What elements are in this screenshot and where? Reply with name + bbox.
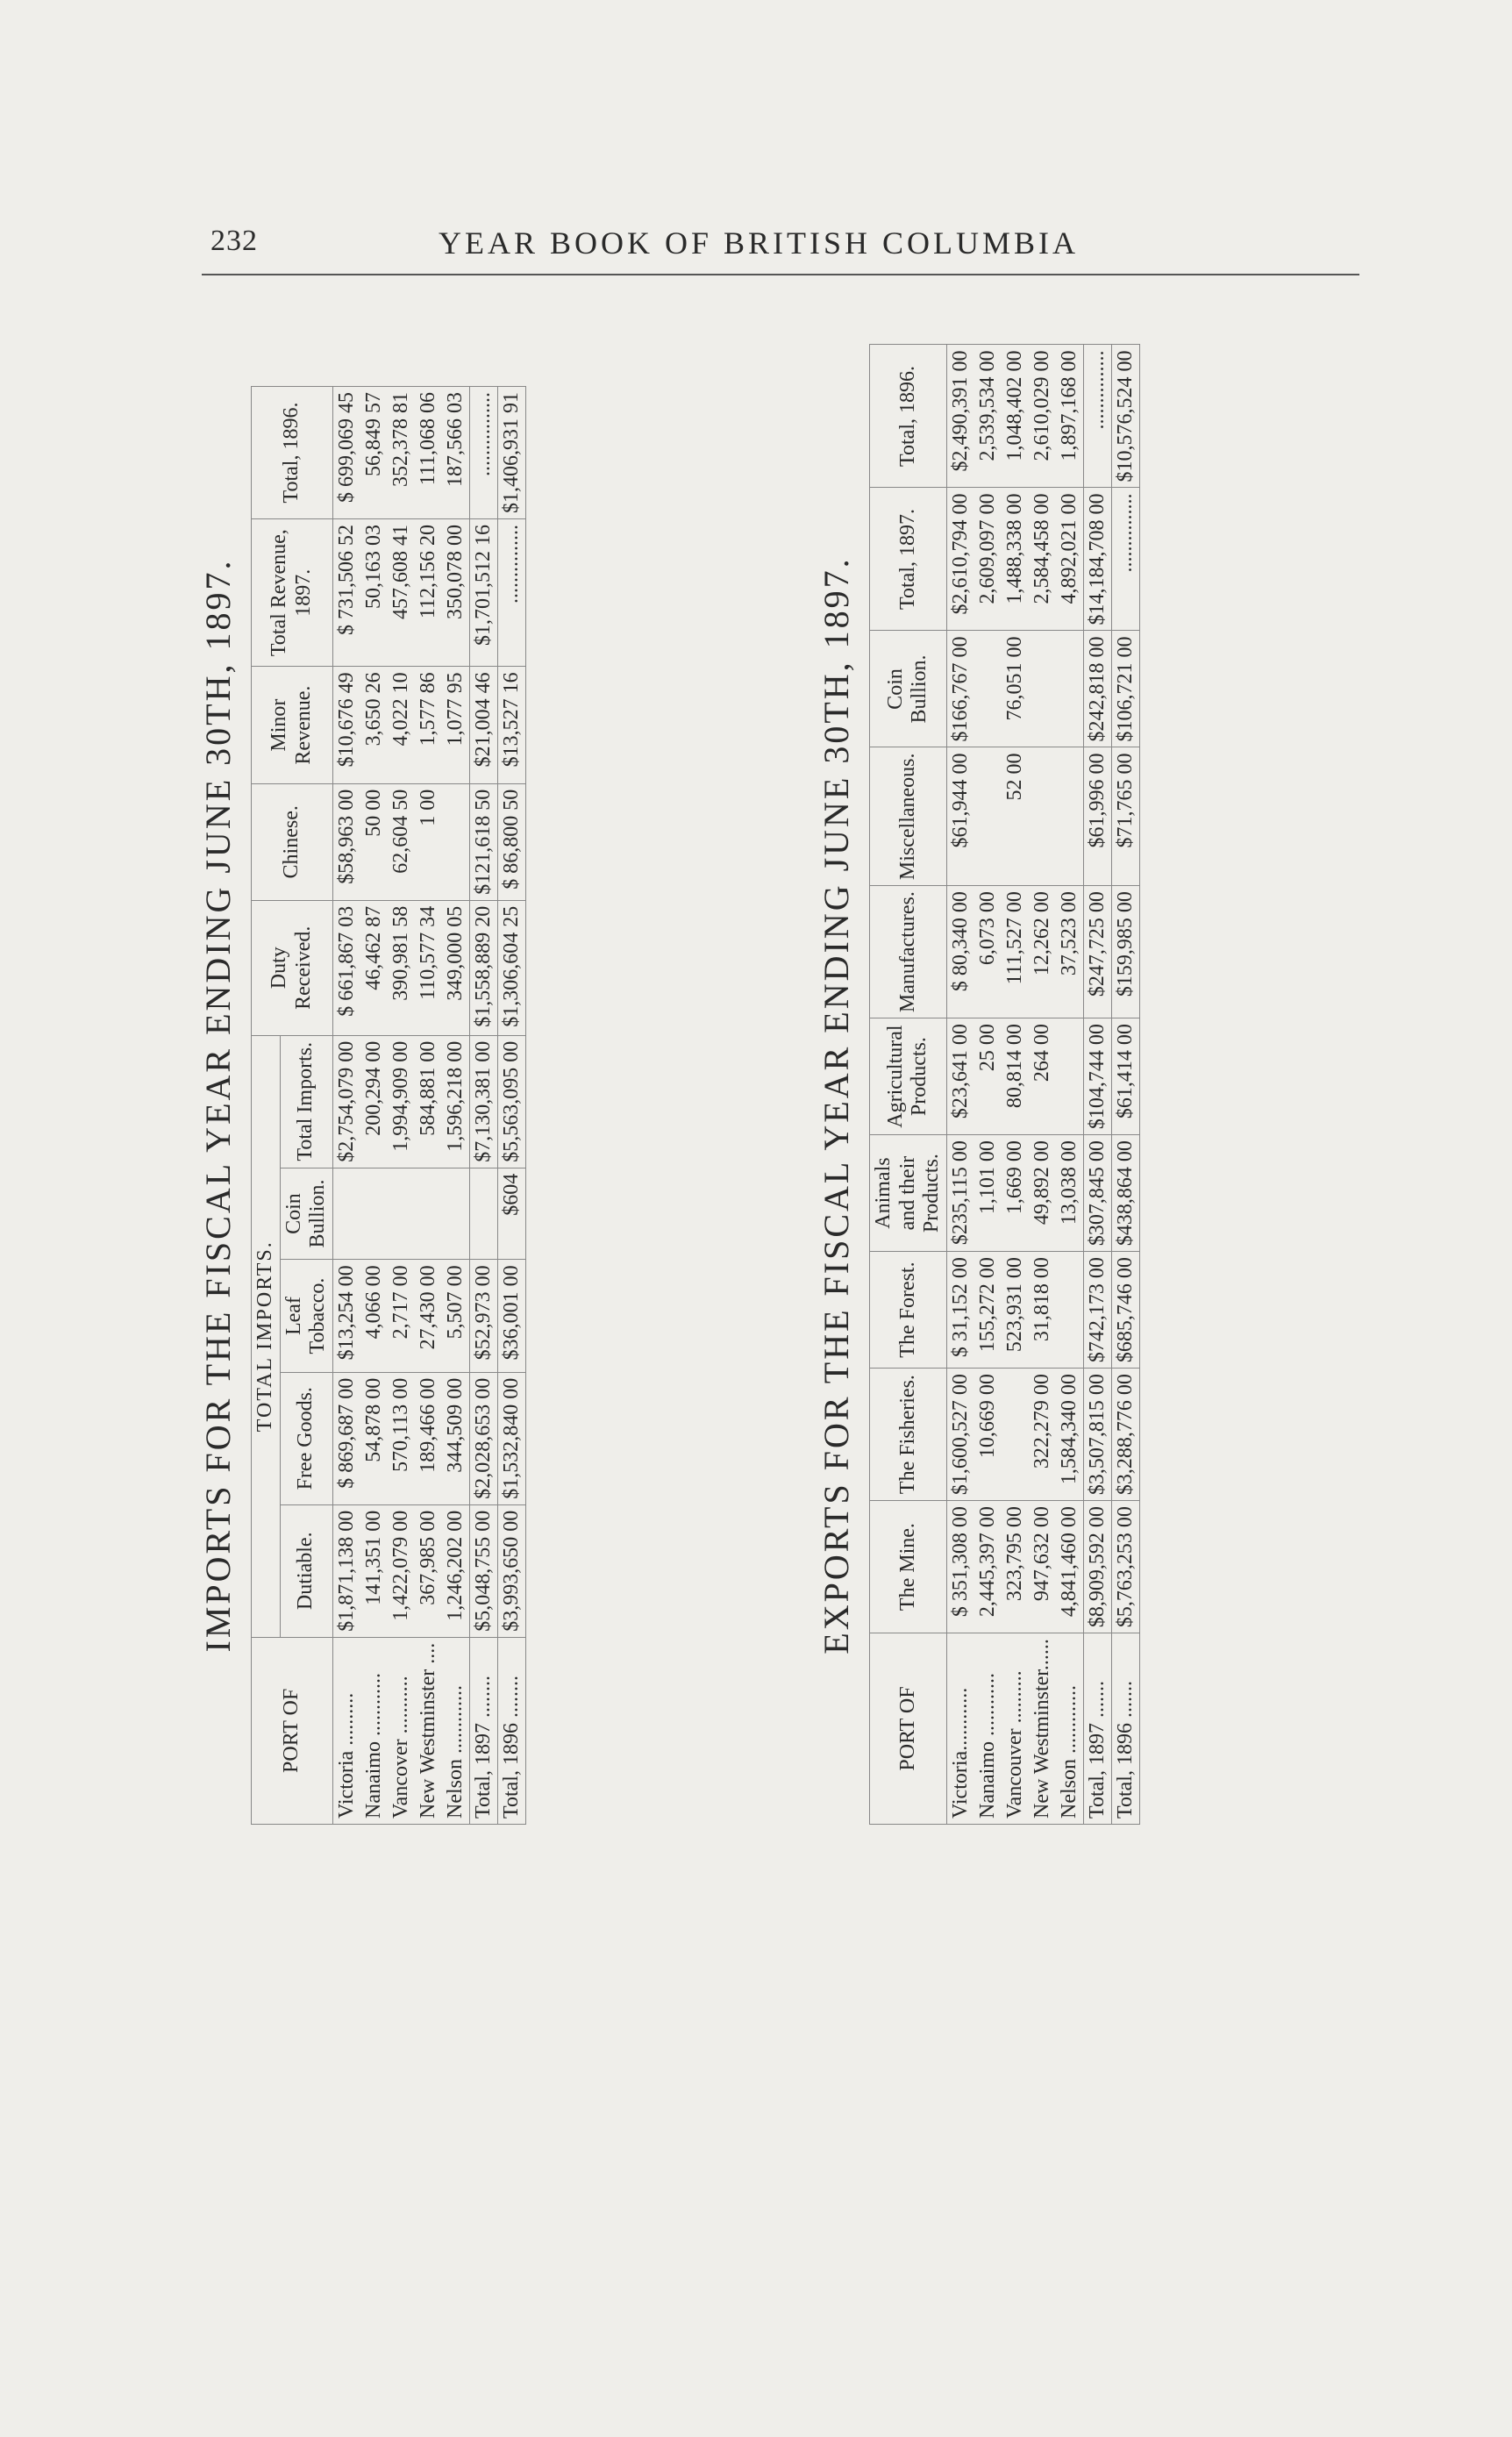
value-cell: 947,632 00	[1029, 1501, 1056, 1633]
value-cell: 37,523 00	[1056, 886, 1084, 1018]
value-cell: 155,272 00	[974, 1252, 1002, 1369]
value-cell: 27,430 00	[415, 1260, 442, 1372]
value-cell: 352,378 81	[388, 387, 415, 519]
value-cell	[442, 783, 470, 900]
value-cell: $7,130,381 00	[469, 1035, 497, 1168]
page-header	[202, 219, 1359, 272]
value-cell: $61,996 00	[1083, 747, 1111, 886]
imports-col-header: Dutiable.	[280, 1504, 332, 1637]
value-cell: $23,641 00	[946, 1018, 974, 1135]
value-cell: 1 00	[415, 783, 442, 900]
value-cell: 4,066 00	[360, 1260, 388, 1372]
value-cell: 80,814 00	[1002, 1018, 1029, 1135]
value-cell: 1,897,168 00	[1056, 345, 1084, 488]
value-cell: 1,246,202 00	[442, 1504, 470, 1637]
value-cell	[1029, 747, 1056, 886]
table-row	[1002, 345, 1029, 1825]
value-cell: $1,600,527 00	[946, 1369, 974, 1501]
value-cell: 1,101 00	[974, 1135, 1002, 1252]
page-number: 232	[210, 225, 258, 257]
port-name-cell: Total, 1896 ........	[497, 1637, 525, 1824]
exports-col-header: The Forest.	[870, 1252, 947, 1369]
value-cell: 1,488,338 00	[1002, 488, 1029, 631]
value-cell: 49,892 00	[1029, 1135, 1056, 1252]
table-row	[1111, 345, 1139, 1825]
value-cell: 76,051 00	[1002, 631, 1029, 747]
imports-col-header: Leaf Tobacco.	[280, 1260, 332, 1372]
value-cell: 189,466 00	[415, 1372, 442, 1504]
value-cell: 52 00	[1002, 747, 1029, 886]
value-cell: $742,173 00	[1083, 1252, 1111, 1369]
table-row	[469, 387, 497, 1825]
imports-col-header: Chinese.	[252, 783, 333, 900]
value-cell: $1,532,840 00	[497, 1372, 525, 1504]
value-cell: 46,462 87	[360, 900, 388, 1035]
imports-col-header: Coin Bullion.	[280, 1168, 332, 1260]
value-cell: 2,445,397 00	[974, 1501, 1002, 1633]
value-cell: $3,507,815 00	[1083, 1369, 1111, 1501]
value-cell: $5,763,253 00	[1111, 1501, 1139, 1633]
value-cell: $604	[497, 1168, 525, 1260]
value-cell: $1,701,512 16	[469, 519, 497, 667]
exports-col-header: Manufactures.	[870, 886, 947, 1018]
value-cell: $21,004 46	[469, 667, 497, 783]
value-cell: 200,294 00	[360, 1035, 388, 1168]
value-cell	[974, 747, 1002, 886]
imports-col-header: Minor Revenue.	[252, 667, 333, 783]
value-cell: ...............	[1083, 345, 1111, 488]
table-row	[974, 345, 1002, 1825]
value-cell: 31,818 00	[1029, 1252, 1056, 1369]
value-cell: $438,864 00	[1111, 1135, 1139, 1252]
exports-header-row	[870, 345, 947, 1825]
value-cell: 10,669 00	[974, 1369, 1002, 1501]
value-cell	[442, 1168, 470, 1260]
value-cell: 111,527 00	[1002, 886, 1029, 1018]
value-cell: $2,028,653 00	[469, 1372, 497, 1504]
exports-col-header: The Mine.	[870, 1501, 947, 1633]
value-cell: $ 869,687 00	[332, 1372, 360, 1504]
value-cell: $307,845 00	[1083, 1135, 1111, 1252]
value-cell: $ 80,340 00	[946, 886, 974, 1018]
value-cell: $14,184,708 00	[1083, 488, 1111, 631]
value-cell: $10,676 49	[332, 667, 360, 783]
port-name-cell: Vancouver ..........	[1002, 1633, 1029, 1825]
value-cell: $13,254 00	[332, 1260, 360, 1372]
value-cell: 1,994,909 00	[388, 1035, 415, 1168]
value-cell: ................	[469, 387, 497, 519]
value-cell: $166,767 00	[946, 631, 974, 747]
table-row	[1029, 345, 1056, 1825]
value-cell: 349,000 05	[442, 900, 470, 1035]
table-row	[946, 345, 974, 1825]
value-cell: $ 699,069 45	[332, 387, 360, 519]
value-cell: 25 00	[974, 1018, 1002, 1135]
value-cell: $ 86,800 50	[497, 783, 525, 900]
value-cell: $ 661,867 03	[332, 900, 360, 1035]
value-cell: 2,717 00	[388, 1260, 415, 1372]
value-cell: 112,156 20	[415, 519, 442, 667]
value-cell	[1056, 747, 1084, 886]
value-cell: 1,669 00	[1002, 1135, 1029, 1252]
value-cell: 50,163 03	[360, 519, 388, 667]
value-cell: $61,414 00	[1111, 1018, 1139, 1135]
value-cell: $106,721 00	[1111, 631, 1139, 747]
value-cell: $ 351,308 00	[946, 1501, 974, 1633]
port-name-cell: Nanaimo ............	[974, 1633, 1002, 1825]
value-cell: 54,878 00	[360, 1372, 388, 1504]
value-cell	[1002, 1369, 1029, 1501]
value-cell: $235,115 00	[946, 1135, 974, 1252]
value-cell	[974, 631, 1002, 747]
value-cell: 50 00	[360, 783, 388, 900]
value-cell: $1,558,889 20	[469, 900, 497, 1035]
port-name-cell: New Westminster ....	[415, 1637, 442, 1824]
value-cell: 1,077 95	[442, 667, 470, 783]
value-cell: $121,618 50	[469, 783, 497, 900]
value-cell: 584,881 00	[415, 1035, 442, 1168]
header-rule	[202, 274, 1359, 275]
value-cell: 2,610,029 00	[1029, 345, 1056, 488]
value-cell	[1056, 1252, 1084, 1369]
value-cell: 110,577 34	[415, 900, 442, 1035]
value-cell: ...............	[1111, 488, 1139, 631]
value-cell: $1,871,138 00	[332, 1504, 360, 1637]
value-cell: $104,744 00	[1083, 1018, 1111, 1135]
value-cell: 56,849 57	[360, 387, 388, 519]
value-cell: 390,981 58	[388, 900, 415, 1035]
value-cell: 1,584,340 00	[1056, 1369, 1084, 1501]
value-cell: $36,001 00	[497, 1260, 525, 1372]
value-cell: 2,584,458 00	[1029, 488, 1056, 631]
value-cell: 4,892,021 00	[1056, 488, 1084, 631]
exports-section	[816, 350, 1140, 1825]
value-cell: 3,650 26	[360, 667, 388, 783]
value-cell: $58,963 00	[332, 783, 360, 900]
value-cell: 141,351 00	[360, 1504, 388, 1637]
value-cell: $10,576,524 00	[1111, 345, 1139, 488]
imports-col-header: Total, 1896.	[252, 387, 333, 519]
exports-col-header: Animals and their Products.	[870, 1135, 947, 1252]
value-cell: $685,746 00	[1111, 1252, 1139, 1369]
value-cell: 264 00	[1029, 1018, 1056, 1135]
port-name-cell: Vancover ...........	[388, 1637, 415, 1824]
value-cell: 2,539,534 00	[974, 345, 1002, 488]
value-cell: 2,609,097 00	[974, 488, 1002, 631]
table-row	[415, 387, 442, 1825]
exports-col-header: Total, 1897.	[870, 488, 947, 631]
value-cell: $2,610,794 00	[946, 488, 974, 631]
port-name-cell: Total, 1897 ........	[469, 1637, 497, 1824]
table-row	[332, 387, 360, 1825]
value-cell: 111,068 06	[415, 387, 442, 519]
value-cell: 457,608 41	[388, 519, 415, 667]
value-cell: $3,993,650 00	[497, 1504, 525, 1637]
value-cell: $13,527 16	[497, 667, 525, 783]
exports-title: EXPORTS FOR THE FISCAL YEAR ENDING JUNE 30TH, 1897.	[817, 556, 856, 1654]
value-cell	[388, 1168, 415, 1260]
value-cell: 1,048,402 00	[1002, 345, 1029, 488]
value-cell: $5,048,755 00	[469, 1504, 497, 1637]
table-row	[497, 387, 525, 1825]
value-cell	[1056, 631, 1084, 747]
value-cell: 1,577 86	[415, 667, 442, 783]
port-name-cell: New Westminster......	[1029, 1633, 1056, 1825]
table-row	[1083, 345, 1111, 1825]
value-cell	[360, 1168, 388, 1260]
port-name-cell: Nanaimo ............	[360, 1637, 388, 1824]
value-cell: $247,725 00	[1083, 886, 1111, 1018]
value-cell: $61,944 00	[946, 747, 974, 886]
value-cell: $3,288,776 00	[1111, 1369, 1139, 1501]
value-cell: 350,078 00	[442, 519, 470, 667]
value-cell: $242,818 00	[1083, 631, 1111, 747]
table-row	[1056, 345, 1084, 1825]
value-cell: 344,509 00	[442, 1372, 470, 1504]
value-cell: 187,566 03	[442, 387, 470, 519]
value-cell	[1029, 631, 1056, 747]
value-cell: $1,306,604 25	[497, 900, 525, 1035]
port-name-cell: Total, 1896 .......	[1111, 1633, 1139, 1825]
book-title: YEAR BOOK OF BRITISH COLUMBIA	[439, 225, 1080, 261]
exports-col-header: Miscellaneous.	[870, 747, 947, 886]
value-cell: 4,841,460 00	[1056, 1501, 1084, 1633]
table-row	[388, 387, 415, 1825]
value-cell: ...............	[497, 519, 525, 667]
port-name-cell: Total, 1897 .......	[1083, 1633, 1111, 1825]
port-name-cell: Nelson .............	[1056, 1633, 1084, 1825]
exports-col-header: The Fisheries.	[870, 1369, 947, 1501]
value-cell: 62,604 50	[388, 783, 415, 900]
value-cell: $ 731,506 52	[332, 519, 360, 667]
imports-group-header-row	[252, 387, 281, 1825]
exports-col-header: Agricultural Products.	[870, 1018, 947, 1135]
port-name-cell: Victoria ..........	[332, 1637, 360, 1824]
value-cell: $159,985 00	[1111, 886, 1139, 1018]
port-name-cell: Victoria............	[946, 1633, 974, 1825]
value-cell	[415, 1168, 442, 1260]
value-cell: $71,765 00	[1111, 747, 1139, 886]
value-cell: 570,113 00	[388, 1372, 415, 1504]
value-cell: 5,507 00	[442, 1260, 470, 1372]
imports-col-header: Duty Received.	[252, 900, 333, 1035]
value-cell: 6,073 00	[974, 886, 1002, 1018]
value-cell: $ 31,152 00	[946, 1252, 974, 1369]
table-row	[442, 387, 470, 1825]
exports-col-header: Coin Bullion.	[870, 631, 947, 747]
imports-table	[251, 386, 526, 1825]
value-cell: $1,406,931 91	[497, 387, 525, 519]
imports-title: IMPORTS FOR THE FISCAL YEAR ENDING JUNE 30TH, 1897.	[198, 558, 238, 1653]
value-cell: $5,563,095 00	[497, 1035, 525, 1168]
exports-table	[869, 344, 1140, 1825]
value-cell	[469, 1168, 497, 1260]
value-cell: $2,754,079 00	[332, 1035, 360, 1168]
value-cell: 523,931 00	[1002, 1252, 1029, 1369]
exports-col-header: Total, 1896.	[870, 345, 947, 488]
imports-group-header: TOTAL IMPORTS.	[252, 1035, 281, 1637]
value-cell	[332, 1168, 360, 1260]
value-cell: 4,022 10	[388, 667, 415, 783]
value-cell: 1,422,079 00	[388, 1504, 415, 1637]
value-cell: 322,279 00	[1029, 1369, 1056, 1501]
port-name-cell: Nelson .............	[442, 1637, 470, 1824]
exports-col-header: PORT OF	[870, 1633, 947, 1825]
value-cell: 12,262 00	[1029, 886, 1056, 1018]
imports-section	[197, 386, 526, 1825]
value-cell: $52,973 00	[469, 1260, 497, 1372]
value-cell: 367,985 00	[415, 1504, 442, 1637]
imports-col-header: Free Goods.	[280, 1372, 332, 1504]
value-cell: 13,038 00	[1056, 1135, 1084, 1252]
imports-col-header: Total Imports.	[280, 1035, 332, 1168]
value-cell: 1,596,218 00	[442, 1035, 470, 1168]
value-cell: 323,795 00	[1002, 1501, 1029, 1633]
imports-col-header: Total Revenue, 1897.	[252, 519, 333, 667]
value-cell	[1056, 1018, 1084, 1135]
value-cell: $2,490,391 00	[946, 345, 974, 488]
value-cell: $8,909,592 00	[1083, 1501, 1111, 1633]
imports-col-header: PORT OF	[252, 1637, 333, 1824]
table-row	[360, 387, 388, 1825]
